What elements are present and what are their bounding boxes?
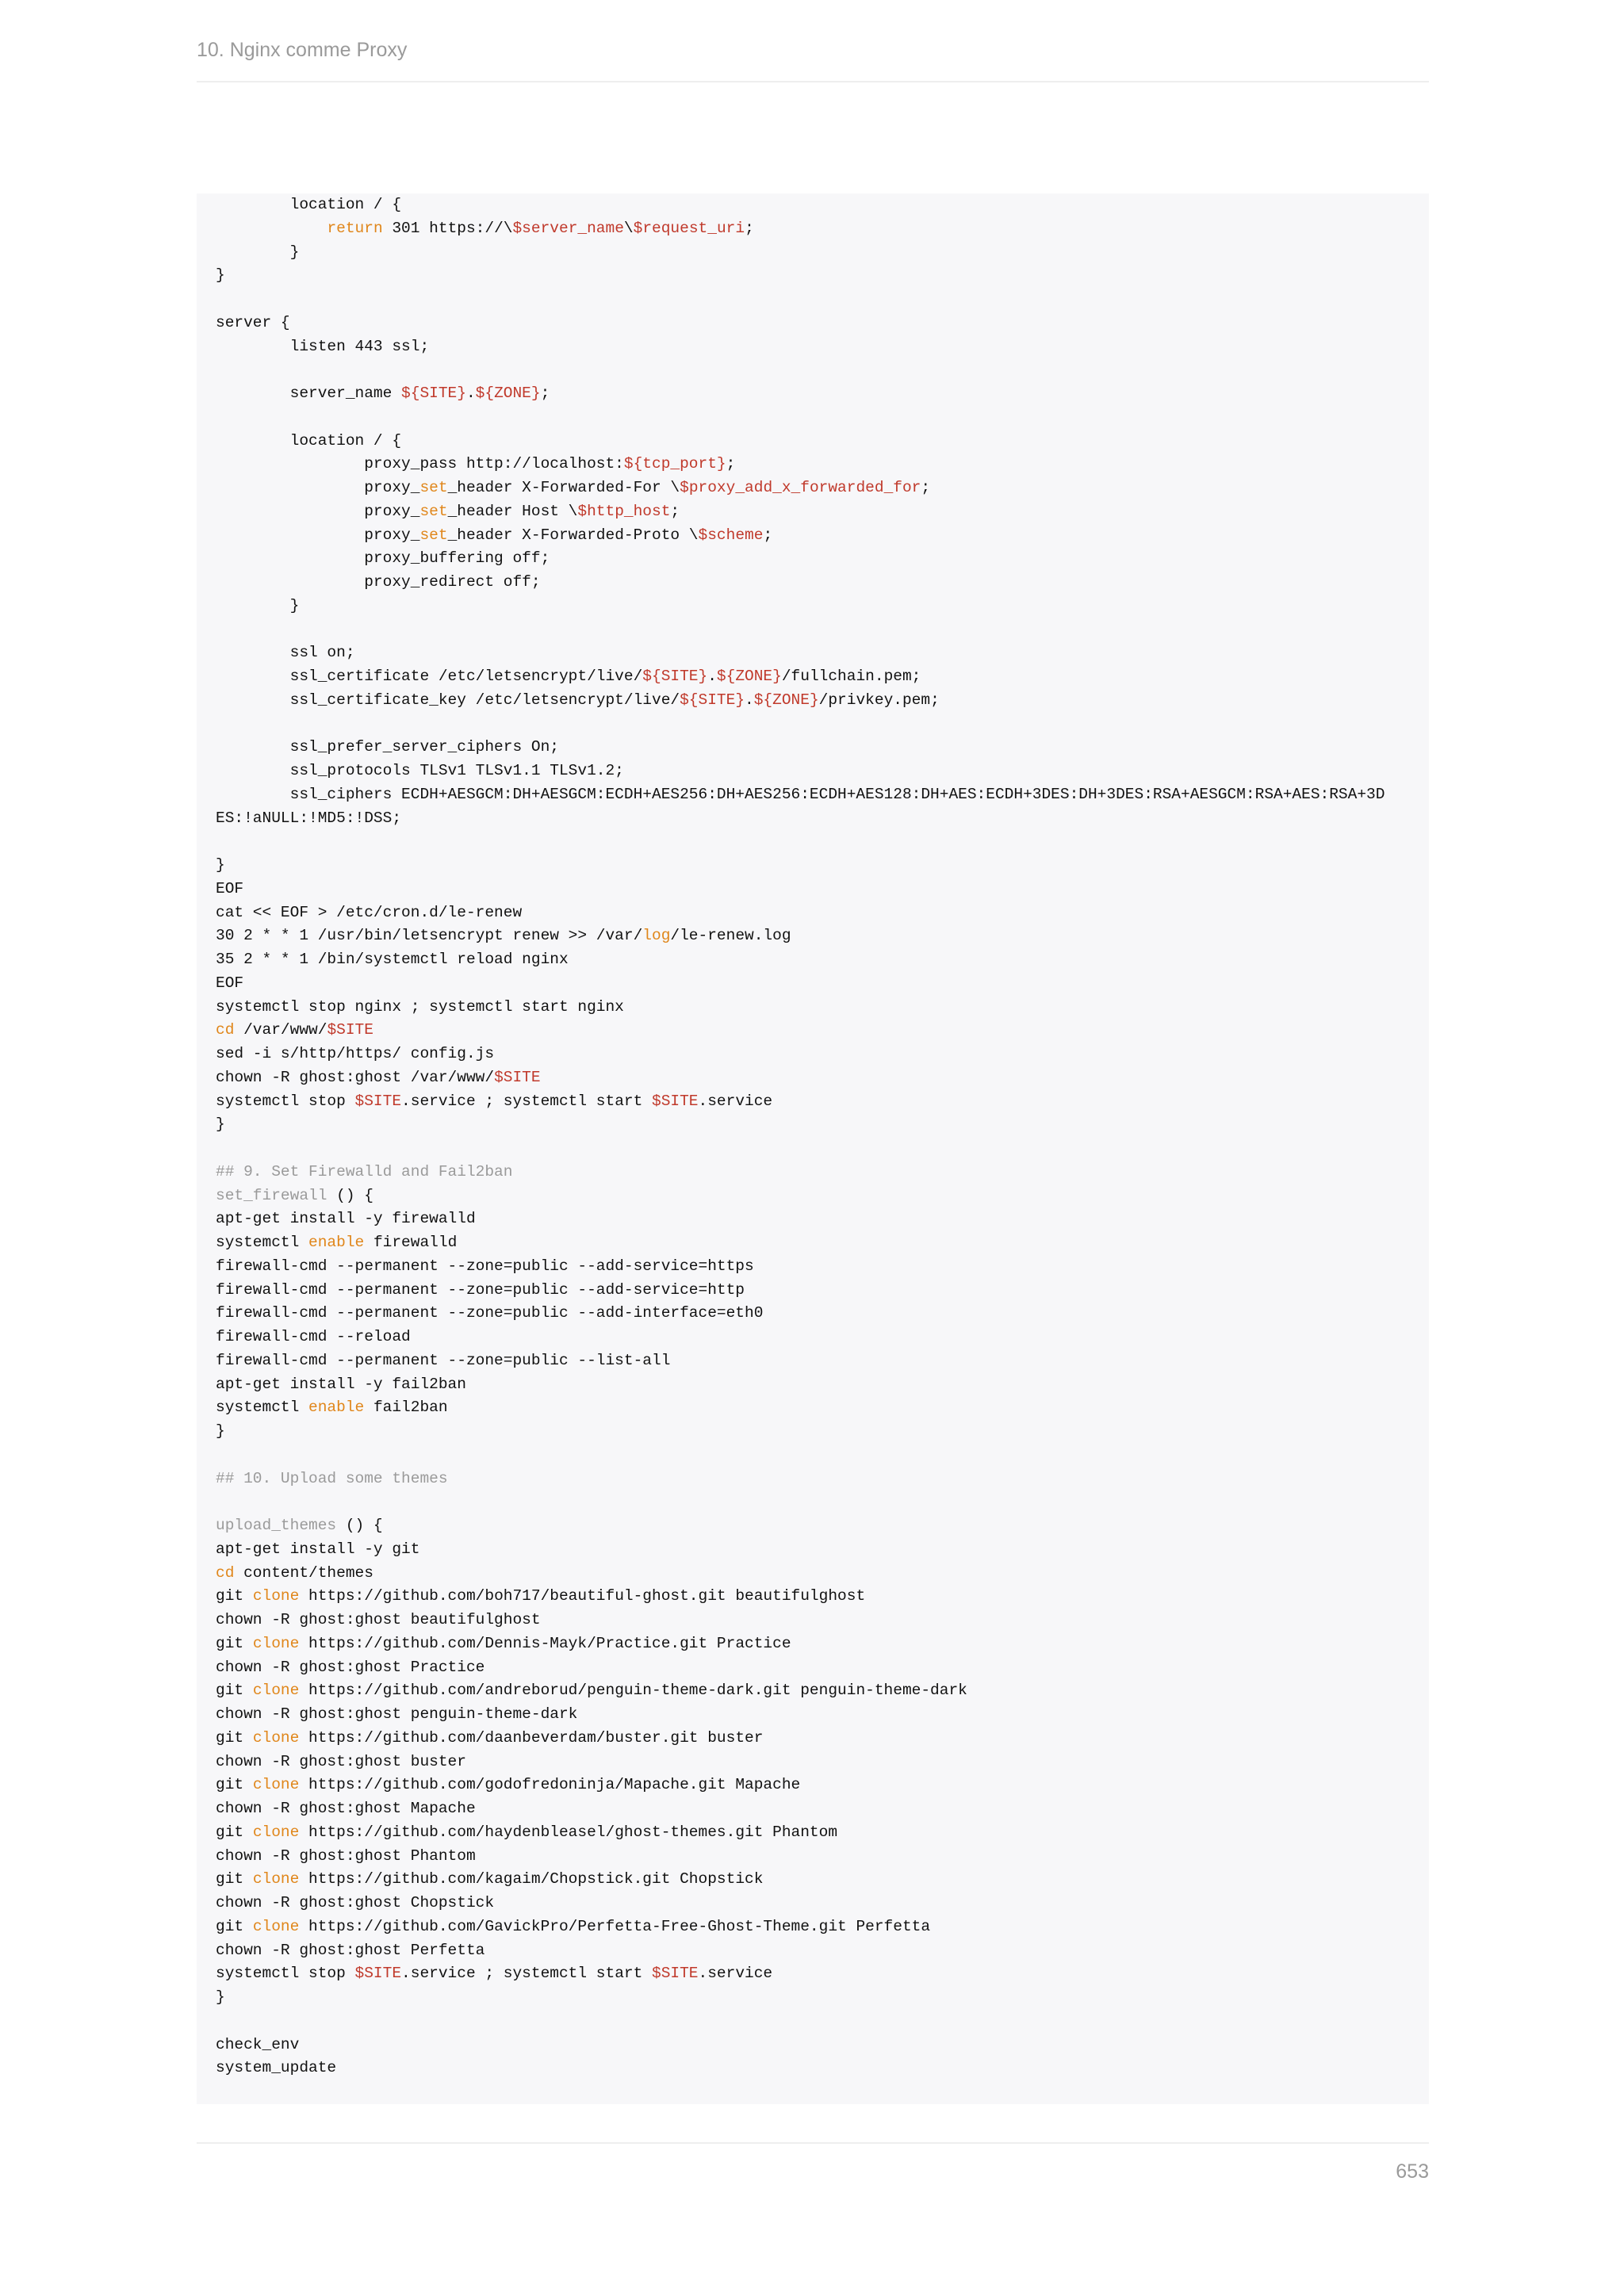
code-token: /fullchain.pem; bbox=[781, 668, 921, 685]
code-token: https://github.com/kagaim/Chopstick.git Chopstick bbox=[299, 1870, 764, 1888]
code-line bbox=[216, 1538, 1410, 1562]
code-token: 35 2 * * 1 /bin/systemctl reload nginx bbox=[216, 951, 569, 968]
code-line bbox=[216, 1066, 1410, 1090]
code-token: $SITE bbox=[327, 1021, 373, 1039]
code-line bbox=[216, 547, 1410, 571]
code-token: /le-renew.log bbox=[670, 927, 791, 945]
code-line bbox=[216, 571, 1410, 595]
code-line bbox=[216, 1490, 1410, 1514]
code-token: ssl_certificate_key /etc/letsencrypt/live/ bbox=[216, 691, 680, 709]
code-token: 301 https://\ bbox=[382, 219, 513, 237]
code-token: $scheme bbox=[698, 526, 764, 544]
code-token: firewall-cmd --permanent --zone=public --list-all bbox=[216, 1351, 671, 1369]
code-token: enable bbox=[308, 1399, 365, 1417]
code-token: git bbox=[216, 1682, 253, 1700]
code-token: clone bbox=[252, 1682, 300, 1700]
code-line bbox=[216, 1019, 1410, 1043]
code-token: set bbox=[419, 479, 448, 496]
code-line bbox=[216, 2034, 1410, 2057]
code-token: chown -R ghost:ghost Practice bbox=[216, 1658, 485, 1676]
code-line bbox=[216, 453, 1410, 476]
code-line bbox=[216, 1468, 1410, 1491]
code-line bbox=[216, 1656, 1410, 1680]
code-token: set bbox=[419, 526, 448, 544]
code-token: ${SITE} bbox=[401, 385, 466, 402]
code-token: ${ZONE} bbox=[475, 385, 541, 402]
code-line bbox=[216, 264, 1410, 288]
page-number: 653 bbox=[1396, 2160, 1429, 2183]
code-token: proxy_buffering off; bbox=[216, 549, 550, 568]
code-line bbox=[216, 312, 1410, 335]
code-token: ; bbox=[726, 455, 736, 473]
code-line bbox=[216, 1255, 1410, 1279]
code-line bbox=[216, 878, 1410, 901]
code-token: chown -R ghost:ghost Chopstick bbox=[216, 1894, 495, 1911]
code-token: chown -R ghost:ghost Phantom bbox=[216, 1846, 476, 1865]
code-line bbox=[216, 996, 1410, 1020]
code-token: apt-get install -y fail2ban bbox=[216, 1375, 466, 1393]
code-line bbox=[216, 760, 1410, 783]
code-token: ; bbox=[745, 219, 754, 237]
code-token: ${SITE} bbox=[642, 668, 708, 685]
code-token: https://github.com/godofredoninja/Mapache.git Mapache bbox=[299, 1776, 801, 1794]
code-token: return bbox=[327, 219, 383, 237]
code-token: firewall-cmd --permanent --zone=public --add-service=http bbox=[216, 1280, 745, 1299]
code-token: https://github.com/andreborud/penguin-theme-dark.git penguin-theme-dark bbox=[299, 1682, 967, 1700]
code-token: . bbox=[707, 668, 717, 685]
code-token: systemctl stop bbox=[216, 1092, 355, 1110]
code-token: apt-get install -y firewalld bbox=[216, 1210, 476, 1228]
code-token: https://github.com/Dennis-Mayk/Practice.git Practice bbox=[299, 1634, 791, 1652]
code-line bbox=[216, 1892, 1410, 1915]
code-token: $SITE bbox=[652, 1092, 699, 1110]
code-line bbox=[216, 2010, 1410, 2034]
code-token: https://github.com/boh717/beautiful-ghost.git beautifulghost bbox=[299, 1587, 866, 1605]
code-token: fail2ban bbox=[364, 1399, 448, 1417]
code-line bbox=[216, 358, 1410, 382]
code-token: system_update bbox=[216, 2059, 337, 2077]
code-token: clone bbox=[252, 1776, 300, 1794]
code-token: proxy_ bbox=[216, 502, 420, 520]
code-line bbox=[216, 476, 1410, 500]
code-line bbox=[216, 1797, 1410, 1821]
code-token: } bbox=[216, 1988, 225, 2006]
code-line bbox=[216, 1302, 1410, 1326]
code-line bbox=[216, 736, 1410, 760]
code-line bbox=[216, 1727, 1410, 1751]
code-line bbox=[216, 595, 1410, 618]
code-token: clone bbox=[252, 1917, 300, 1935]
code-token: upload_themes bbox=[216, 1517, 337, 1534]
code-token: } bbox=[216, 596, 300, 614]
code-token: git bbox=[216, 1870, 253, 1888]
code-token: $request_uri bbox=[633, 219, 745, 237]
code-token: clone bbox=[252, 1587, 300, 1605]
code-line bbox=[216, 524, 1410, 548]
code-line bbox=[216, 335, 1410, 359]
code-token: clone bbox=[252, 1870, 300, 1888]
code-token: git bbox=[216, 1587, 253, 1605]
code-line bbox=[216, 1090, 1410, 1114]
code-line bbox=[216, 1279, 1410, 1303]
code-token: ${tcp_port} bbox=[623, 455, 726, 473]
code-line bbox=[216, 1751, 1410, 1774]
code-line bbox=[216, 901, 1410, 925]
code-token: ## 10. Upload some themes bbox=[216, 1469, 448, 1487]
code-line bbox=[216, 1396, 1410, 1420]
code-line bbox=[216, 430, 1410, 453]
code-line bbox=[216, 2057, 1410, 2080]
code-token: . bbox=[745, 691, 754, 709]
code-token: } bbox=[216, 1422, 225, 1440]
code-token: clone bbox=[252, 1634, 300, 1652]
code-token: check_env bbox=[216, 2035, 300, 2053]
code-token: proxy_redirect off; bbox=[216, 573, 541, 591]
code-token: ssl_certificate /etc/letsencrypt/live/ bbox=[216, 668, 643, 685]
code-token: () { bbox=[327, 1186, 373, 1204]
code-token: .service bbox=[698, 1965, 773, 1983]
code-token: $proxy_add_x_forwarded_for bbox=[680, 479, 921, 496]
code-token: ## 9. Set Firewalld and Fail2ban bbox=[216, 1162, 513, 1181]
code-token: chown -R ghost:ghost Mapache bbox=[216, 1800, 476, 1817]
code-token: firewall-cmd --permanent --zone=public --add-interface=eth0 bbox=[216, 1304, 764, 1322]
code-block bbox=[197, 193, 1429, 2104]
code-token: $server_name bbox=[512, 219, 624, 237]
page-header bbox=[197, 36, 1429, 82]
code-line bbox=[216, 783, 1410, 807]
code-lines bbox=[216, 193, 1410, 2080]
code-line bbox=[216, 1585, 1410, 1609]
code-line bbox=[216, 1915, 1410, 1939]
code-token: https://github.com/GavickPro/Perfetta-Free-Ghost-Theme.git Perfetta bbox=[299, 1917, 931, 1935]
code-line bbox=[216, 1207, 1410, 1231]
code-token: ${ZONE} bbox=[716, 668, 782, 685]
code-token: clone bbox=[252, 1823, 300, 1841]
code-line bbox=[216, 1939, 1410, 1963]
code-token: .service ; systemctl start bbox=[401, 1092, 652, 1110]
code-token: proxy_ bbox=[216, 526, 420, 544]
code-token: location / { bbox=[216, 431, 402, 450]
code-token: .service bbox=[698, 1092, 773, 1110]
code-token: firewall-cmd --permanent --zone=public --add-service=https bbox=[216, 1257, 754, 1275]
code-token: https://github.com/haydenbleasel/ghost-themes.git Phantom bbox=[299, 1823, 838, 1841]
code-token: chown -R ghost:ghost /var/www/ bbox=[216, 1068, 495, 1086]
code-token: enable bbox=[308, 1234, 365, 1251]
code-token: } bbox=[216, 266, 225, 285]
code-token: ssl_prefer_server_ciphers On; bbox=[216, 738, 559, 756]
code-line bbox=[216, 1113, 1410, 1137]
code-line bbox=[216, 1231, 1410, 1255]
code-token: $SITE bbox=[494, 1068, 541, 1086]
code-token: content/themes bbox=[234, 1563, 373, 1582]
code-token: chown -R ghost:ghost buster bbox=[216, 1752, 466, 1770]
code-line bbox=[216, 665, 1410, 689]
code-line bbox=[216, 1161, 1410, 1184]
code-token: systemctl bbox=[216, 1399, 309, 1417]
code-token: ssl_ciphers ECDH+AESGCM:DH+AESGCM:ECDH+AES256:DH+AES256:ECDH+AES128:DH+AES:ECDH+3DES:DH+3DES:RSA+AESGCM:RSA+AES:RSA+3D bbox=[216, 785, 1385, 803]
code-token: _header Host \ bbox=[447, 502, 578, 520]
code-token: git bbox=[216, 1728, 253, 1747]
code-token: git bbox=[216, 1823, 253, 1841]
code-token bbox=[216, 220, 327, 237]
code-token: ssl on; bbox=[216, 644, 355, 662]
code-line bbox=[216, 241, 1410, 265]
code-line bbox=[216, 1962, 1410, 1986]
code-token: _header X-Forwarded-For \ bbox=[447, 479, 680, 496]
code-token: } bbox=[216, 856, 225, 874]
code-line bbox=[216, 1420, 1410, 1444]
code-token: cd bbox=[216, 1563, 235, 1582]
code-token: systemctl stop bbox=[216, 1965, 355, 1983]
code-line bbox=[216, 1444, 1410, 1468]
code-token: $SITE bbox=[652, 1965, 699, 1983]
code-token: sed -i s/http/https/ config.js bbox=[216, 1045, 495, 1062]
code-line bbox=[216, 807, 1410, 831]
code-token: ; bbox=[921, 479, 931, 496]
code-token: $http_host bbox=[577, 502, 671, 520]
code-token: server_name bbox=[216, 385, 402, 402]
code-token: $SITE bbox=[354, 1092, 402, 1110]
code-token: ; bbox=[540, 385, 550, 402]
code-line bbox=[216, 1609, 1410, 1632]
code-line bbox=[216, 406, 1410, 430]
code-token: log bbox=[642, 927, 671, 945]
code-line bbox=[216, 1821, 1410, 1845]
code-line bbox=[216, 830, 1410, 854]
code-token: .service ; systemctl start bbox=[401, 1965, 652, 1983]
code-line bbox=[216, 618, 1410, 642]
code-line bbox=[216, 689, 1410, 713]
code-token: ES:!aNULL:!MD5:!DSS; bbox=[216, 809, 402, 827]
code-line bbox=[216, 1184, 1410, 1208]
code-line bbox=[216, 193, 1410, 217]
code-line bbox=[216, 1326, 1410, 1349]
code-token: chown -R ghost:ghost penguin-theme-dark bbox=[216, 1705, 578, 1723]
code-line bbox=[216, 382, 1410, 406]
code-line bbox=[216, 288, 1410, 312]
code-line bbox=[216, 854, 1410, 878]
code-line bbox=[216, 713, 1410, 737]
code-line bbox=[216, 1679, 1410, 1703]
code-line bbox=[216, 1349, 1410, 1373]
code-line bbox=[216, 972, 1410, 996]
code-token: ${ZONE} bbox=[753, 691, 819, 709]
code-line bbox=[216, 1986, 1410, 2010]
code-token: /var/www/ bbox=[234, 1021, 327, 1039]
code-token: git bbox=[216, 1917, 253, 1935]
code-token: ; bbox=[670, 502, 680, 520]
code-token: systemctl bbox=[216, 1234, 309, 1251]
code-token: location / { bbox=[216, 196, 402, 213]
code-token: _header X-Forwarded-Proto \ bbox=[447, 526, 699, 544]
footer-divider bbox=[197, 2142, 1429, 2144]
code-token: proxy_ bbox=[216, 479, 420, 496]
code-token: chown -R ghost:ghost beautifulghost bbox=[216, 1611, 541, 1628]
code-token: \ bbox=[623, 219, 634, 237]
code-token: firewalld bbox=[364, 1234, 458, 1251]
code-token: $SITE bbox=[354, 1965, 402, 1983]
code-token: apt-get install -y git bbox=[216, 1540, 420, 1558]
code-line bbox=[216, 500, 1410, 524]
code-token: ${SITE} bbox=[680, 691, 745, 709]
code-token: ssl_protocols TLSv1 TLSv1.1 TLSv1.2; bbox=[216, 762, 624, 779]
code-line bbox=[216, 1703, 1410, 1727]
code-token: set bbox=[419, 502, 448, 520]
code-token: systemctl stop nginx ; systemctl start nginx bbox=[216, 997, 624, 1016]
code-token: set_firewall bbox=[216, 1186, 327, 1204]
code-line bbox=[216, 1043, 1410, 1066]
code-token: /privkey.pem; bbox=[818, 691, 940, 709]
code-line bbox=[216, 1373, 1410, 1397]
code-line bbox=[216, 1562, 1410, 1586]
code-token: cat << EOF > /etc/cron.d/le-renew bbox=[216, 903, 523, 921]
code-token: () { bbox=[336, 1517, 383, 1534]
code-token: https://github.com/daanbeverdam/buster.git buster bbox=[299, 1728, 764, 1747]
code-token: EOF bbox=[216, 879, 244, 897]
code-line bbox=[216, 217, 1410, 241]
code-token: } bbox=[216, 243, 300, 261]
code-line bbox=[216, 1137, 1410, 1161]
code-token: git bbox=[216, 1776, 253, 1794]
code-token: cd bbox=[216, 1021, 235, 1039]
code-line bbox=[216, 1514, 1410, 1538]
code-token: server { bbox=[216, 313, 290, 331]
code-token: firewall-cmd --reload bbox=[216, 1328, 411, 1345]
chapter-title: 10. Nginx comme Proxy bbox=[197, 39, 408, 61]
code-token: listen 443 ssl; bbox=[216, 337, 430, 355]
code-token: . bbox=[465, 385, 476, 402]
code-token: EOF bbox=[216, 974, 244, 992]
code-token: 30 2 * * 1 /usr/bin/letsencrypt renew >> /var/ bbox=[216, 927, 643, 945]
code-line bbox=[216, 1774, 1410, 1797]
code-token: chown -R ghost:ghost Perfetta bbox=[216, 1941, 485, 1959]
code-line bbox=[216, 641, 1410, 665]
code-line bbox=[216, 1868, 1410, 1892]
code-token: ; bbox=[763, 526, 773, 544]
code-line bbox=[216, 1632, 1410, 1656]
code-line bbox=[216, 948, 1410, 972]
code-line bbox=[216, 924, 1410, 948]
code-token: git bbox=[216, 1634, 253, 1652]
code-line bbox=[216, 1845, 1410, 1869]
code-token: clone bbox=[252, 1728, 300, 1747]
code-token: proxy_pass http://localhost: bbox=[216, 455, 624, 473]
code-token: } bbox=[216, 1115, 225, 1134]
